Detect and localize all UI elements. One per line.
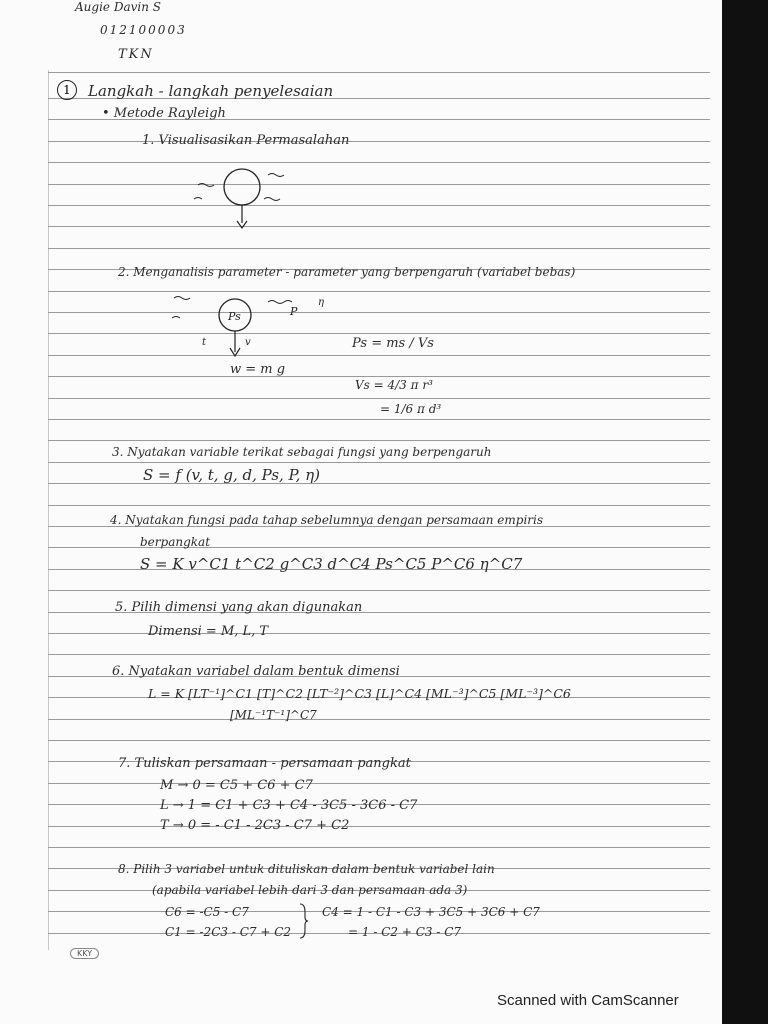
- step-6: 6. Nyatakan variabel dalam bentuk dimensi: [112, 664, 400, 679]
- page-title: Langkah - langkah penyelesaian: [88, 82, 334, 100]
- step-8-c4-cont: = 1 - C2 + C3 - C7: [348, 925, 462, 939]
- class-code: TKN: [118, 47, 154, 62]
- step-8-c4: C4 = 1 - C1 - C3 + 3C5 + 3C6 + C7: [322, 905, 540, 919]
- ruled-line: [48, 226, 710, 227]
- svg-text:P: P: [290, 305, 298, 318]
- scanner-watermark: Scanned with CamScanner: [497, 992, 679, 1009]
- ruled-line: [48, 847, 710, 848]
- step-5: 5. Pilih dimensi yang akan digunakan: [115, 600, 363, 615]
- margin-line: [48, 70, 49, 950]
- ruled-line: [48, 783, 710, 784]
- step-2-weight: w = m g: [230, 362, 286, 377]
- ruled-line: [48, 184, 710, 185]
- ruled-line: [48, 291, 710, 292]
- student-name: Augie Davin S: [75, 0, 161, 14]
- ruled-line: [48, 419, 710, 420]
- step-8-c1: C1 = -2C3 - C7 + C2: [165, 925, 292, 939]
- ruled-line: [48, 72, 710, 73]
- step-2-volume-1: Vs = 4/3 π r³: [355, 378, 433, 392]
- step-8-cont: (apabila variabel lebih dari 3 dan persamaan ada 3): [152, 883, 468, 897]
- step-3-equation: S = f (v, t, g, d, Ps, P, η): [143, 466, 320, 484]
- step-4: 4. Nyatakan fungsi pada tahap sebelumnya dengan persamaan empiris: [110, 513, 544, 527]
- ruled-line: [48, 826, 710, 827]
- ruled-line: [48, 333, 710, 334]
- ruled-line: [48, 355, 710, 356]
- step-7-time: T → 0 = - C1 - 2C3 - C7 + C2: [160, 818, 350, 833]
- svg-text:Ps: Ps: [228, 310, 241, 323]
- svg-text:η: η: [318, 297, 324, 308]
- ruled-line: [48, 205, 710, 206]
- ruled-line: [48, 654, 710, 655]
- step-2: 2. Menganalisis parameter - parameter yang berpengaruh (variabel bebas): [118, 265, 576, 279]
- ruled-line: [48, 462, 710, 463]
- step-4-equation: S = K v^C1 t^C2 g^C3 d^C4 Ps^C5 P^C6 η^C7: [140, 555, 523, 573]
- svg-text:v: v: [245, 337, 251, 348]
- scan-edge: [722, 0, 768, 1024]
- step-6-equation: L = K [LT⁻¹]^C1 [T]^C2 [LT⁻²]^C3 [L]^C4 [ML⁻³]^C5 [ML⁻³]^C6: [148, 686, 571, 701]
- step-5-equation: Dimensi = M, L, T: [148, 624, 269, 639]
- step-1: 1. Visualisasikan Permasalahan: [142, 133, 350, 148]
- ruled-line: [48, 248, 710, 249]
- brace: [298, 902, 308, 942]
- problem-number: 1: [57, 80, 77, 100]
- step-3: 3. Nyatakan variable terikat sebagai fungsi yang berpengaruh: [112, 445, 492, 459]
- page-badge: KKY: [70, 948, 99, 959]
- step-7: 7. Tuliskan persamaan - persamaan pangkat: [118, 756, 411, 771]
- sphere-sketch-1: [190, 165, 310, 235]
- ruled-line: [48, 740, 710, 741]
- step-2-density: Ps = ms / Vs: [352, 336, 434, 351]
- student-id: 012100003: [100, 23, 187, 37]
- ruled-line: [48, 590, 710, 591]
- ruled-line: [48, 719, 710, 720]
- step-8-c6: C6 = -C5 - C7: [165, 905, 249, 919]
- step-7-mass: M → 0 = C5 + C6 + C7: [160, 778, 313, 793]
- step-2-volume-2: = 1/6 π d³: [380, 402, 442, 416]
- ruled-line: [48, 505, 710, 506]
- method-title: • Metode Rayleigh: [102, 106, 226, 121]
- ruled-line: [48, 312, 710, 313]
- ruled-line: [48, 162, 710, 163]
- step-8: 8. Pilih 3 variabel untuk dituliskan dalam bentuk variabel lain: [118, 862, 495, 876]
- step-6-equation-cont: [ML⁻¹T⁻¹]^C7: [230, 708, 317, 722]
- step-7-length: L → 1 = C1 + C3 + C4 - 3C5 - 3C6 - C7: [160, 798, 418, 813]
- step-4-cont: berpangkat: [140, 535, 211, 549]
- ruled-line: [48, 398, 710, 399]
- svg-text:t: t: [202, 337, 207, 348]
- ruled-line: [48, 440, 710, 441]
